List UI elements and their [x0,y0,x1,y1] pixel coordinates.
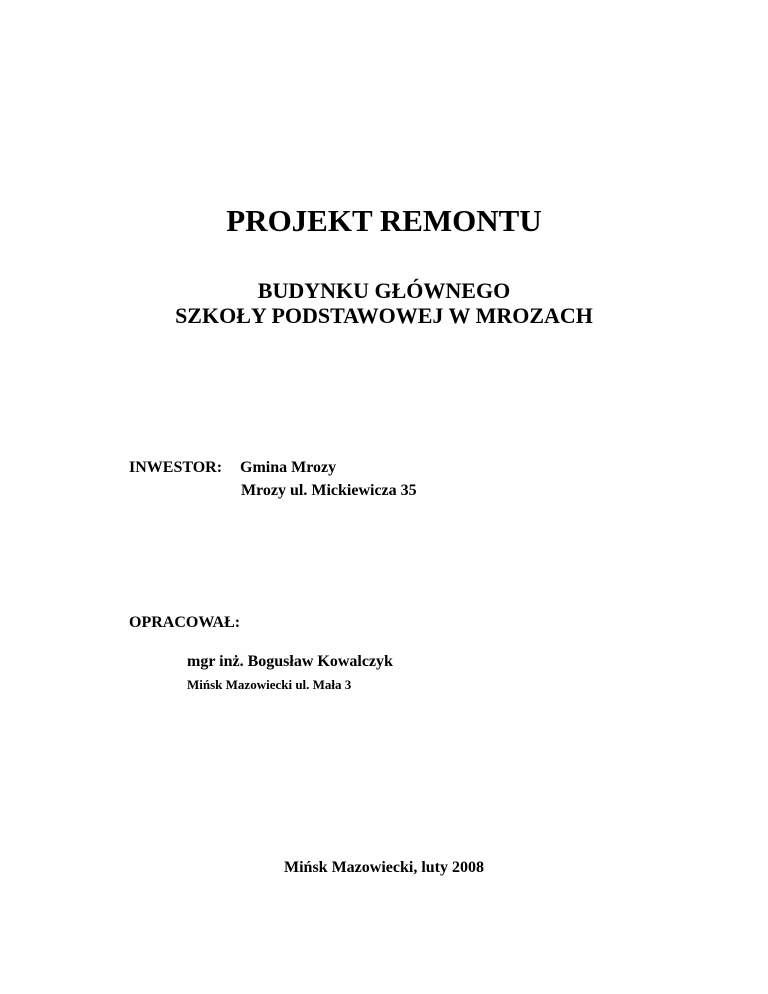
document-subtitle-line1: BUDYNKU GŁÓWNEGO [257,278,511,303]
investor-label: INWESTOR: [129,459,223,476]
investor-name: Gmina Mrozy [240,459,337,476]
author-address: Mińsk Mazowiecki ul. Mała 3 [187,677,352,692]
investor-address: Mrozy ul. Mickiewicza 35 [241,482,417,499]
place-and-date: Mińsk Mazowiecki, luty 2008 [284,859,484,876]
author-label: OPRACOWAŁ: [129,614,241,631]
document-subtitle-line2: SZKOŁY PODSTAWOWEJ W MROZACH [175,303,593,328]
author-name: mgr inż. Bogusław Kowalczyk [187,653,393,670]
document-title: PROJEKT REMONTU [226,203,542,238]
